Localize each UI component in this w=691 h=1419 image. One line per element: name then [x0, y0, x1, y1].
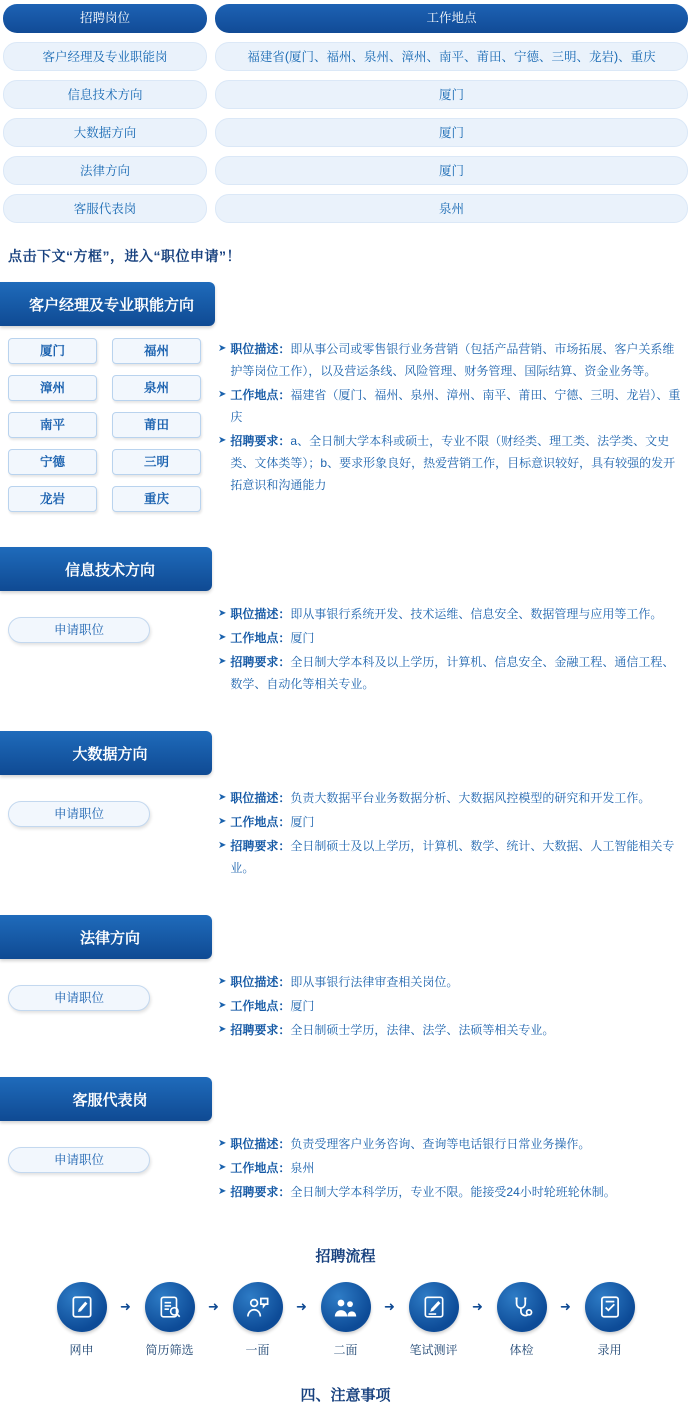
- notice-section-title: 四、注意事项: [300, 1387, 391, 1404]
- bullet-label: 招聘要求：: [230, 434, 291, 448]
- section-information-technology: [0, 547, 691, 697]
- bullet-label: 职位描述：: [230, 1137, 291, 1151]
- bullet-text: 厦门: [290, 815, 315, 829]
- apply-button[interactable]: 申请职位: [8, 1147, 150, 1173]
- arrow-right-icon: ➤: [218, 816, 227, 827]
- flow-step-label: 录用: [597, 1343, 622, 1357]
- arrow-right-icon: ➤: [218, 1186, 227, 1197]
- city-button-zhangzhou[interactable]: 漳州: [8, 375, 97, 401]
- section-details: [212, 959, 691, 1043]
- bullet-label: 职位描述：: [230, 607, 291, 621]
- section-law: [0, 915, 691, 1043]
- table-cell-location: 厦门: [215, 156, 688, 185]
- table-cell-position: 大数据方向: [3, 118, 207, 147]
- table-cell-position: 客服代表岗: [3, 194, 207, 223]
- arrow-right-icon: ➤: [218, 792, 227, 803]
- table-cell-position: 客户经理及专业职能岗: [3, 42, 207, 71]
- section-banner: [0, 915, 212, 959]
- section-title: 信息技术方向: [64, 561, 155, 579]
- apply-button[interactable]: 申请职位: [8, 617, 150, 643]
- flow-step-label: 简历筛选: [145, 1343, 194, 1357]
- bullet-label: 工作地点：: [230, 631, 291, 645]
- offer-document-icon: [585, 1282, 635, 1332]
- flow-arrow-icon: ➜: [208, 1299, 219, 1314]
- city-button-grid: [0, 326, 212, 523]
- bullet-text: 福建省（厦门、福州、泉州、漳州、南平、莆田、宁德、三明、龙岩）、重庆: [230, 388, 681, 424]
- section-big-data: [0, 731, 691, 881]
- section-title: 客服代表岗: [72, 1091, 148, 1109]
- bullet-label: 招聘要求：: [230, 1023, 291, 1037]
- bullet-label: 招聘要求：: [230, 839, 291, 853]
- resume-screening-icon: [145, 1282, 195, 1332]
- bullet-text: 负责受理客户业务咨询、查询等电话银行日常业务操作。: [290, 1137, 591, 1151]
- table-cell-location: 福建省(厦门、福州、泉州、漳州、南平、莆田、宁德、三明、龙岩)、重庆: [215, 42, 688, 71]
- bullet-item: [218, 1181, 685, 1203]
- arrow-right-icon: ➤: [218, 632, 227, 643]
- section-title: 大数据方向: [72, 745, 148, 763]
- arrow-right-icon: ➤: [218, 389, 227, 400]
- table-row: [3, 118, 688, 147]
- bullet-text: 泉州: [290, 1161, 315, 1175]
- flow-arrow-icon: ➜: [472, 1299, 483, 1314]
- section-details: [212, 591, 691, 697]
- flow-step: [137, 1282, 203, 1358]
- section-banner: [0, 731, 212, 775]
- table-row: [3, 80, 688, 109]
- arrow-right-icon: ➤: [218, 608, 227, 619]
- pencil-document-icon: [57, 1282, 107, 1332]
- city-button-longyan[interactable]: 龙岩: [8, 486, 97, 512]
- table-cell-location: 泉州: [215, 194, 688, 223]
- flow-step: [489, 1282, 555, 1358]
- bullet-item: [218, 603, 685, 625]
- bullet-text: 负责大数据平台业务数据分析、大数据风控模型的研究和开发工作。: [290, 791, 651, 805]
- flow-arrow-icon: ➜: [120, 1299, 131, 1314]
- arrow-right-icon: ➤: [218, 840, 227, 851]
- table-cell-position: 信息技术方向: [3, 80, 207, 109]
- table-cell-position: 法律方向: [3, 156, 207, 185]
- section-banner: [0, 282, 215, 326]
- bullet-item: [218, 971, 685, 993]
- bullet-label: 职位描述：: [230, 342, 291, 356]
- bullet-text: 即从事公司或零售银行业务营销（包括产品营销、市场拓展、客户关系维护等岗位工作），以及营运条线、风险管理、财务管理、国际结算、资金业务等。: [230, 342, 675, 378]
- bullet-text: 全日制大学本科及以上学历，计算机、信息安全、金融工程、通信工程、数学、自动化等相关专业。: [230, 655, 675, 691]
- bullet-text: a、全日制大学本科或硕士，专业不限（财经类、理工类、法学类、文史类、文体类等）；b、要求形象良好，热爱营销工作，目标意识较好，具有较强的发开拓意识和沟通能力: [230, 434, 676, 492]
- section-details: [212, 1121, 691, 1205]
- bullet-item: [218, 384, 685, 428]
- arrow-right-icon: ➤: [218, 1000, 227, 1011]
- flow-step: [401, 1282, 467, 1358]
- bullet-item: [218, 995, 685, 1017]
- bullet-item: [218, 811, 685, 833]
- apply-button[interactable]: 申请职位: [8, 801, 150, 827]
- bullet-item: [218, 835, 685, 879]
- stethoscope-icon: [497, 1282, 547, 1332]
- bullet-item: [218, 627, 685, 649]
- flow-arrow-icon: ➜: [384, 1299, 395, 1314]
- bullet-text: 厦门: [290, 631, 315, 645]
- section-details: [212, 775, 691, 881]
- arrow-right-icon: ➤: [218, 1138, 227, 1149]
- bullet-text: 全日制硕士及以上学历，计算机、数学、统计、大数据、人工智能相关专业。: [230, 839, 675, 875]
- section-title: 法律方向: [79, 929, 140, 947]
- bullet-item: [218, 1019, 685, 1041]
- flow-title: 招聘流程: [315, 1248, 376, 1265]
- bullet-label: 工作地点：: [230, 388, 291, 402]
- table-header-location: 工作地点: [215, 4, 688, 33]
- flow-arrow-icon: ➜: [296, 1299, 307, 1314]
- table-row: [3, 42, 688, 71]
- bullet-item: [218, 430, 685, 496]
- bullet-label: 招聘要求：: [230, 655, 291, 669]
- city-button-nanping[interactable]: 南平: [8, 412, 97, 438]
- city-button-sanming[interactable]: 三明: [112, 449, 201, 475]
- arrow-right-icon: ➤: [218, 1024, 227, 1035]
- table-row: [3, 156, 688, 185]
- positions-table: [0, 0, 691, 223]
- bullet-item: [218, 338, 685, 382]
- section-details: [212, 326, 691, 523]
- flow-step-label: 网申: [69, 1343, 94, 1357]
- section-customer-service: [0, 1077, 691, 1205]
- bullet-label: 工作地点：: [230, 1161, 291, 1175]
- recruitment-flow: [0, 1282, 691, 1358]
- section-banner: [0, 547, 212, 591]
- click-hint-text: 点击下文“方框”，进入“职位申请”！: [8, 248, 241, 264]
- arrow-right-icon: ➤: [218, 343, 227, 354]
- bullet-label: 招聘要求：: [230, 1185, 291, 1199]
- table-header-row: [3, 4, 688, 33]
- flow-step: [225, 1282, 291, 1358]
- flow-step: [49, 1282, 115, 1358]
- written-test-icon: [409, 1282, 459, 1332]
- bullet-text: 全日制大学本科学历，专业不限。能接受24小时轮班轮休制。: [290, 1185, 616, 1199]
- flow-arrow-icon: ➜: [560, 1299, 571, 1314]
- table-row: [3, 194, 688, 223]
- arrow-right-icon: ➤: [218, 656, 227, 667]
- table-cell-location: 厦门: [215, 80, 688, 109]
- bullet-label: 工作地点：: [230, 999, 291, 1013]
- bullet-item: [218, 651, 685, 695]
- bullet-text: 即从事银行法律审查相关岗位。: [290, 975, 459, 989]
- bullet-text: 厦门: [290, 999, 315, 1013]
- single-interview-icon: [233, 1282, 283, 1332]
- arrow-right-icon: ➤: [218, 1162, 227, 1173]
- table-cell-location: 厦门: [215, 118, 688, 147]
- flow-step-label: 笔试测评: [409, 1343, 458, 1357]
- city-button-xiamen[interactable]: 厦门: [8, 338, 97, 364]
- bullet-label: 职位描述：: [230, 791, 291, 805]
- table-header-position: 招聘岗位: [3, 4, 207, 33]
- bullet-item: [218, 787, 685, 809]
- bullet-item: [218, 1157, 685, 1179]
- city-button-chongqing[interactable]: 重庆: [112, 486, 201, 512]
- city-button-putian[interactable]: 莆田: [112, 412, 201, 438]
- city-button-quanzhou[interactable]: 泉州: [112, 375, 201, 401]
- city-button-ningde[interactable]: 宁德: [8, 449, 97, 475]
- section-title: 客户经理及专业职能方向: [28, 296, 194, 314]
- bullet-item: [218, 1133, 685, 1155]
- bullet-text: 即从事银行系统开发、技术运维、信息安全、数据管理与应用等工作。: [290, 607, 663, 621]
- section-banner: [0, 1077, 212, 1121]
- apply-button[interactable]: 申请职位: [8, 985, 150, 1011]
- bullet-text: 全日制硕士学历，法律、法学、法硕等相关专业。: [290, 1023, 555, 1037]
- bullet-label: 职位描述：: [230, 975, 291, 989]
- section-customer-manager: [0, 282, 691, 523]
- group-interview-icon: [321, 1282, 371, 1332]
- flow-step-label: 体检: [509, 1343, 534, 1357]
- flow-step: [577, 1282, 643, 1358]
- flow-step-label: 二面: [333, 1343, 358, 1357]
- arrow-right-icon: ➤: [218, 435, 227, 446]
- city-button-fuzhou[interactable]: 福州: [112, 338, 201, 364]
- flow-step-label: 一面: [245, 1343, 270, 1357]
- bullet-label: 工作地点：: [230, 815, 291, 829]
- arrow-right-icon: ➤: [218, 976, 227, 987]
- flow-step: [313, 1282, 379, 1358]
